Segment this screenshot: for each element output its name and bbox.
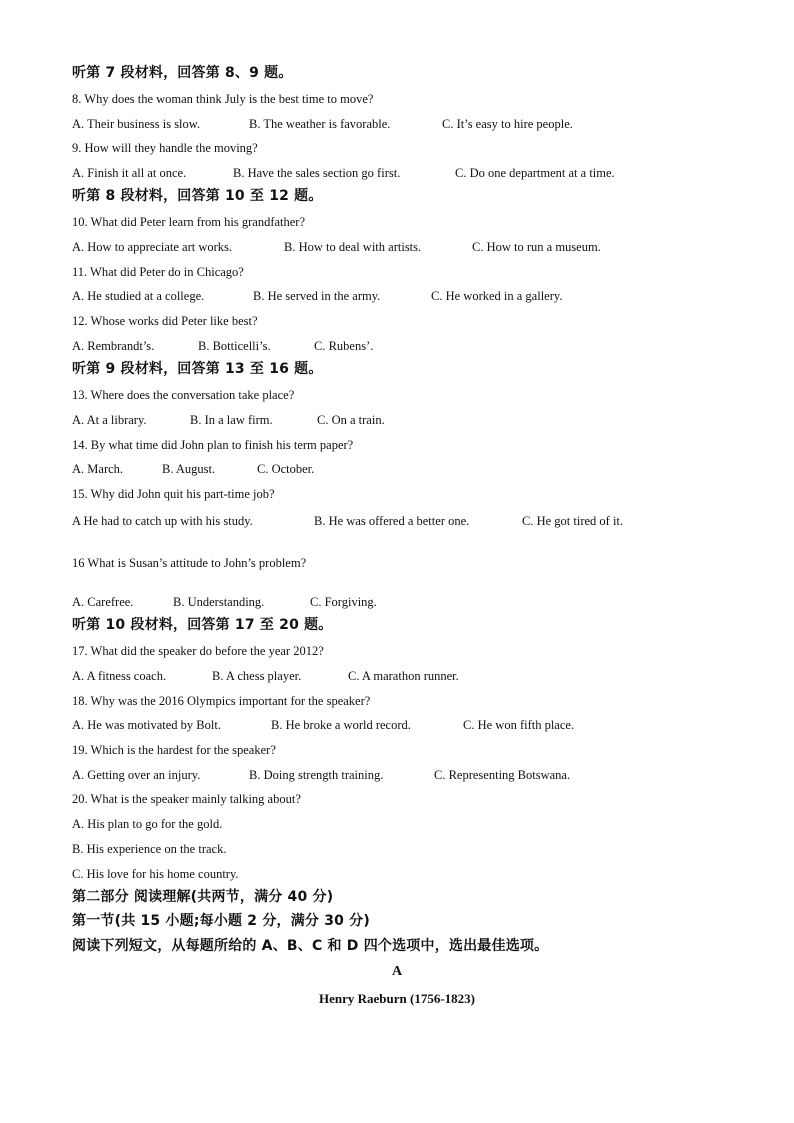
option-c: C. A marathon runner. <box>348 669 459 683</box>
question-text: 12. Whose works did Peter like best? <box>72 314 258 328</box>
option-a: A. He studied at a college. <box>72 289 205 303</box>
question-text: 20. What is the speaker mainly talking about? <box>72 792 301 806</box>
option-b: B. August. <box>162 462 216 476</box>
option-a: A. At a library. <box>72 413 147 427</box>
option-c: C. He worked in a gallery. <box>431 289 563 303</box>
option-c: C. Forgiving. <box>310 595 377 609</box>
instructions: 阅读下列短文，从每题所给的 A、B、C 和 D 四个选项中，选出最佳选项。 <box>72 938 549 954</box>
option-c: C. Representing Botswana. <box>434 768 571 782</box>
option-a: A. A fitness coach. <box>72 669 167 683</box>
option-c: C. How to run a museum. <box>472 240 601 254</box>
question-text: 13. Where does the conversation take place? <box>72 388 295 402</box>
option-b: B. Botticelli’s. <box>198 339 271 353</box>
option-c: C. His love for his home country. <box>72 867 239 881</box>
option-c: C. It’s easy to hire people. <box>442 117 573 131</box>
option-c: C. Do one department at a time. <box>455 166 615 180</box>
option-c: C. October. <box>257 462 315 476</box>
option-a: A He had to catch up with his study. <box>72 514 253 528</box>
option-a: A. How to appreciate art works. <box>72 240 233 254</box>
option-b: B. Have the sales section go first. <box>233 166 401 180</box>
part-subtitle: 第一节(共 15 小题;每小题 2 分，满分 30 分) <box>72 913 370 929</box>
option-b: B. He was offered a better one. <box>314 514 470 528</box>
question-text: 14. By what time did John plan to finish his term paper? <box>72 438 354 452</box>
option-b: B. Understanding. <box>173 595 265 609</box>
option-a: A. Their business is slow. <box>72 117 201 131</box>
question-text: 16 What is Susan’s attitude to John’s problem? <box>72 556 307 570</box>
passage-letter: A <box>391 964 403 979</box>
option-a: A. Getting over an injury. <box>72 768 201 782</box>
question-text: 17. What did the speaker do before the year 2012? <box>72 644 324 658</box>
option-b: B. How to deal with artists. <box>284 240 422 254</box>
option-b: B. In a law firm. <box>190 413 273 427</box>
section-heading: 听第 7 段材料，回答第 8、9 题。 <box>72 65 293 81</box>
option-b: B. His experience on the track. <box>72 842 227 856</box>
option-b: B. He served in the army. <box>253 289 381 303</box>
option-a: A. March. <box>72 462 124 476</box>
option-c: C. Rubens’. <box>314 339 374 353</box>
option-a: A. Finish it all at once. <box>72 166 187 180</box>
section-heading: 听第 9 段材料，回答第 13 至 16 题。 <box>72 361 323 377</box>
option-a: A. Rembrandt’s. <box>72 339 155 353</box>
part-title: 第二部分 阅读理解(共两节，满分 40 分) <box>72 889 334 905</box>
question-text: 18. Why was the 2016 Olympics important for the speaker? <box>72 694 371 708</box>
question-text: 19. Which is the hardest for the speaker? <box>72 743 276 757</box>
option-a: A. Carefree. <box>72 595 134 609</box>
option-b: B. He broke a world record. <box>271 718 411 732</box>
option-b: B. Doing strength training. <box>249 768 384 782</box>
option-c: C. On a train. <box>317 413 385 427</box>
section-heading: 听第 8 段材料，回答第 10 至 12 题。 <box>72 188 323 204</box>
option-c: C. He won fifth place. <box>463 718 575 732</box>
question-text: 9. How will they handle the moving? <box>72 141 258 155</box>
question-text: 11. What did Peter do in Chicago? <box>72 265 244 279</box>
option-a: A. His plan to go for the gold. <box>72 817 223 831</box>
question-text: 10. What did Peter learn from his grandfather? <box>72 215 306 229</box>
question-text: 15. Why did John quit his part-time job? <box>72 487 275 501</box>
option-c: C. He got tired of it. <box>522 514 624 528</box>
option-b: B. A chess player. <box>212 669 302 683</box>
passage-title: Henry Raeburn (1756-1823) <box>319 991 475 1006</box>
option-b: B. The weather is favorable. <box>249 117 391 131</box>
section-heading: 听第 10 段材料，回答第 17 至 20 题。 <box>72 617 333 633</box>
option-a: A. He was motivated by Bolt. <box>72 718 221 732</box>
question-text: 8. Why does the woman think July is the best time to move? <box>72 92 374 106</box>
